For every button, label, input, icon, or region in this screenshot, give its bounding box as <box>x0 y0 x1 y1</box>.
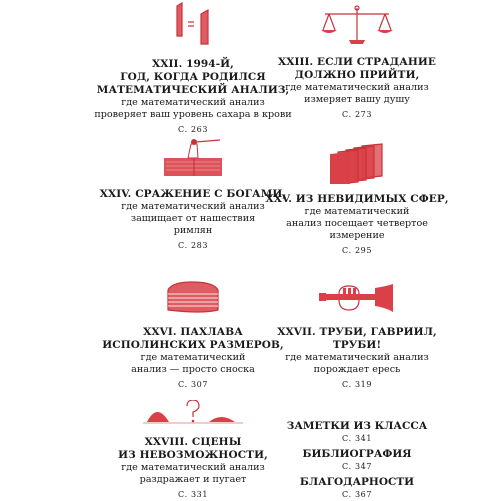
catapult-icon <box>158 136 228 180</box>
chapter-title: XXVII. ТРУБИ, ГАВРИИЛ, ТРУБИ! <box>277 326 437 351</box>
page-number: С. 273 <box>341 110 373 119</box>
toc-entry-notes: ЗАМЕТКИ ИЗ КЛАССА С. 341 <box>247 420 467 445</box>
chapter-subtitle: где математический анализ проверяет ваш уровень сахара в крови <box>94 97 292 120</box>
chapter-subtitle: где математический анализ измеряет вашу душу <box>285 82 429 105</box>
chapter-subtitle: где математический анализ защищает от нашествия римлян <box>121 201 265 236</box>
toc-entry-27 <box>247 284 467 391</box>
toc-entry-23 <box>247 4 467 121</box>
chapter-title: XXII. 1994-Й, ГОД, КОГДА РОДИЛСЯ МАТЕМАТИЧЕСКИЙ АНАЛИЗ, <box>96 58 290 96</box>
page-number: С. 341 <box>341 434 373 443</box>
chapter-subtitle: где математический анализ порождает ересь <box>285 352 429 375</box>
balance-scale-icon <box>319 4 395 46</box>
one-equals-one-icon <box>173 2 213 46</box>
chapter-title: XXVI. ПАХЛАВА ИСПОЛИНСКИХ РАЗМЕРОВ, <box>102 326 284 351</box>
page-number: С. 283 <box>177 241 209 250</box>
chapter-title: XXIV. СРАЖЕНИЕ С БОГАМИ, <box>99 188 287 200</box>
chapter-subtitle: где математический анализ раздражает и пугает <box>121 462 265 485</box>
page-number: С. 263 <box>177 125 209 134</box>
chapter-title: XXVIII. СЦЕНЫ ИЗ НЕВОЗМОЖНОСТИ, <box>118 436 268 461</box>
backmatter-list <box>247 420 467 501</box>
page-number: С. 295 <box>341 246 373 255</box>
trumpet-icon <box>317 284 397 314</box>
toc-entry-25 <box>247 142 467 257</box>
toc-entry-bibliography: БИБЛИОГРАФИЯ С. 347 <box>247 448 467 473</box>
sand-piles-question-icon <box>143 400 243 426</box>
page-number: С. 347 <box>341 462 373 471</box>
chapter-subtitle: где математический анализ посещает четвертое измерение <box>286 206 428 241</box>
baklava-icon <box>162 276 224 316</box>
page-number: С. 367 <box>341 490 373 499</box>
chapter-title: XXV. ИЗ НЕВИДИМЫХ СФЕР, <box>265 193 449 205</box>
chapter-title: XXIII. ЕСЛИ СТРАДАНИЕ ДОЛЖНО ПРИЙТИ, <box>277 56 436 81</box>
page-number: С. 331 <box>177 490 209 499</box>
toc-entry-acknowledgements: БЛАГОДАРНОСТИ С. 367 <box>247 476 467 501</box>
page-number: С. 319 <box>341 380 373 389</box>
page-number: С. 307 <box>177 380 209 389</box>
chapter-subtitle: где математический анализ — просто сноска <box>131 352 255 375</box>
stacked-squares-icon <box>322 142 392 184</box>
